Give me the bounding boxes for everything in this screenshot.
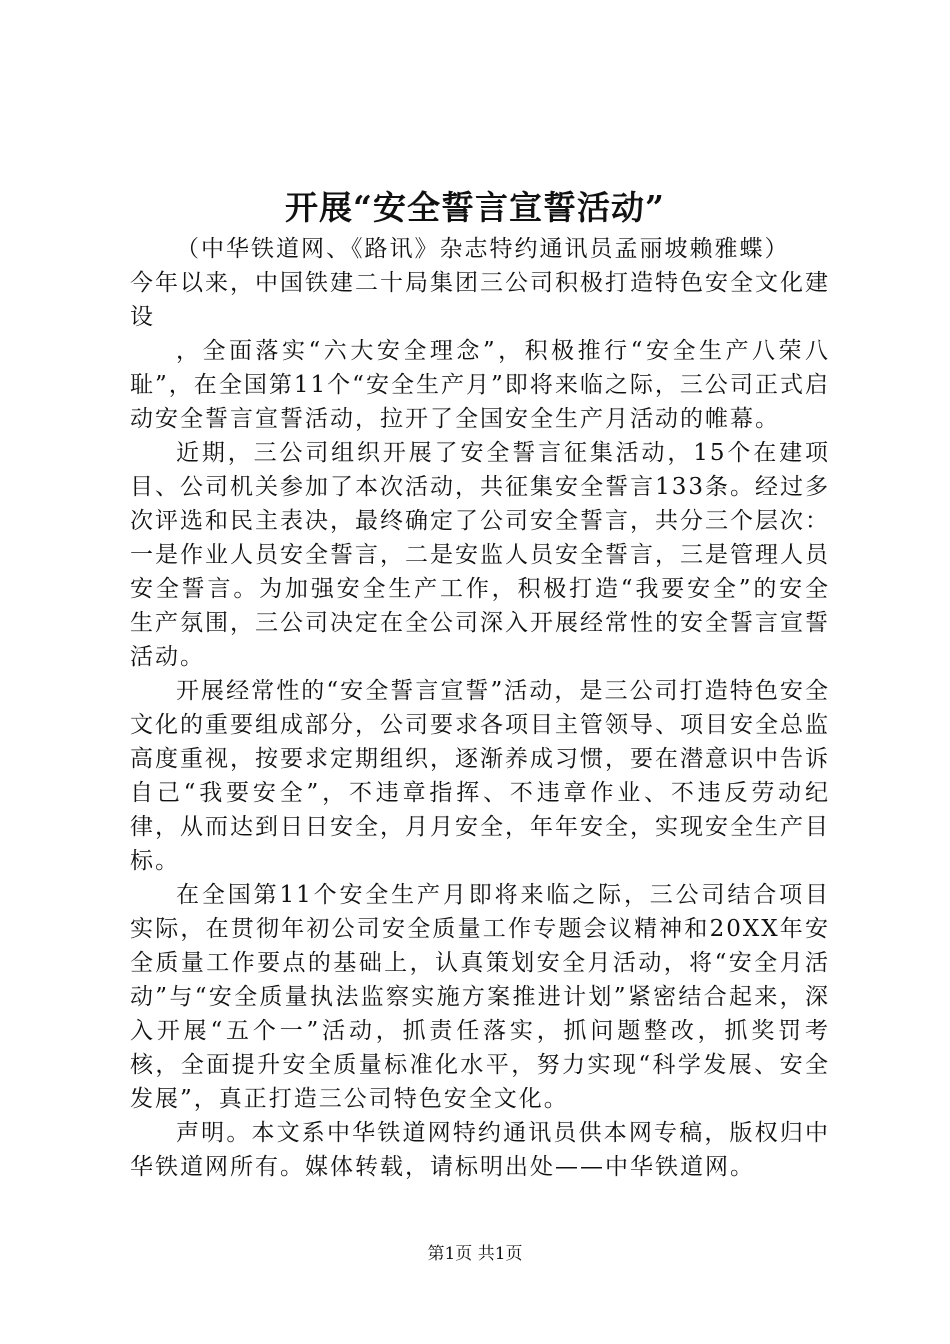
- paragraph-2: ，全面落实“六大安全理念”，积极推行“安全生产八荣八耻”，在全国第11个“安全生产月”即将来临之际，三公司正式启动安全誓言宣誓活动，拉开了全国安全生产月活动的帷幕。: [130, 338, 830, 432]
- page-number: 第1页 共1页: [427, 1244, 523, 1264]
- paragraph-4: 开展经常性的“安全誓言宣誓”活动，是三公司打造特色安全文化的重要组成部分，公司要求各项目主管领导、项目安全总监高度重视，按要求定期组织，逐渐养成习惯，要在潜意识中告诉自己“我要安全”，不违章指挥、不违章作业、不违反劳动纪律，从而达到日日安全，月月安全，年年安全，实现安全生产目标。: [130, 678, 830, 874]
- paragraph-1: 今年以来，中国铁建二十局集团三公司积极打造特色安全文化建设: [130, 270, 830, 330]
- byline: （中华铁道网、《路讯》杂志特约通讯员孟丽坡赖雅蝶）: [176, 236, 790, 262]
- page-title: 开展“安全誓言宣誓活动”: [285, 188, 665, 227]
- paragraph-3: 近期，三公司组织开展了安全誓言征集活动，15个在建项目、公司机关参加了本次活动，共征集安全誓言133条。经过多次评选和民主表决，最终确定了公司安全誓言，共分三个层次：一是作业人员安全誓言，二是安监人员安全誓言，三是管理人员安全誓言。为加强安全生产工作，积极打造“我要安全”的安全生产氛围，三公司决定在全公司深入开展经常性的安全誓言宣誓活动。: [130, 440, 830, 670]
- statement-paragraph: 声明。本文系中华铁道网特约通讯员供本网专稿，版权归中华铁道网所有。媒体转载，请标明出处——中华铁道网。: [130, 1120, 830, 1180]
- document-body: [130, 232, 830, 1184]
- paragraph-5: 在全国第11个安全生产月即将来临之际，三公司结合项目实际，在贯彻年初公司安全质量工作专题会议精神和20XX年安全质量工作要点的基础上，认真策划安全月活动，将“安全月活动”与“安全质量执法监察实施方案推进计划”紧密结合起来，深入开展“五个一”活动，抓责任落实，抓问题整改，抓奖罚考核，全面提升安全质量标准化水平，努力实现“科学发展、安全发展”，真正打造三公司特色安全文化。: [130, 882, 830, 1112]
